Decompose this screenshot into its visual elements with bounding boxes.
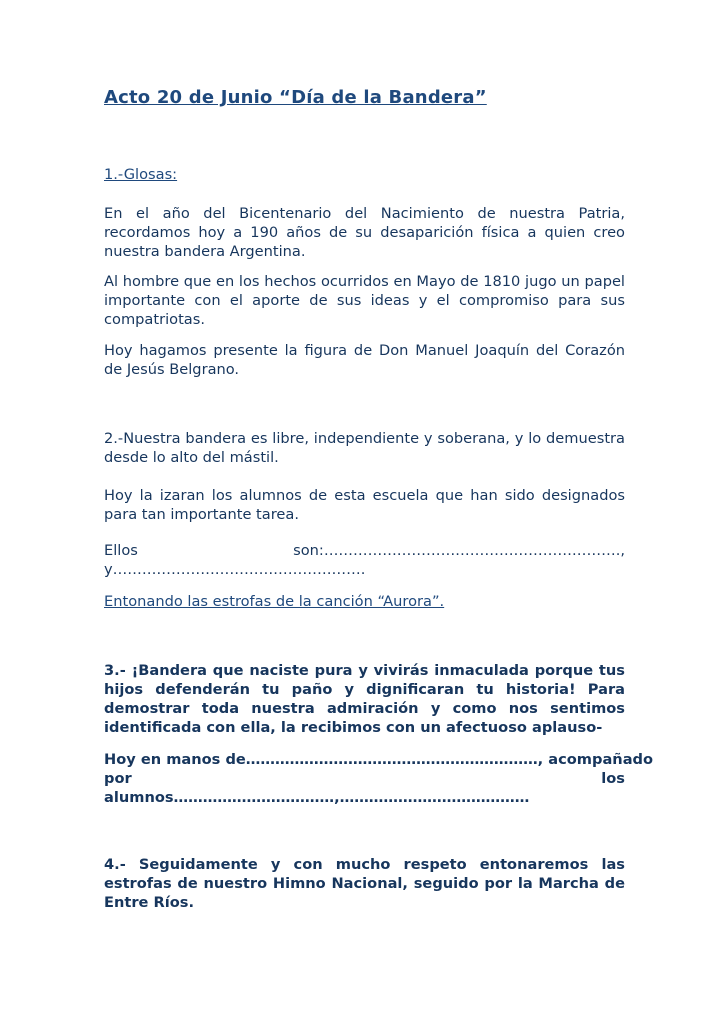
section-1-heading: 1.-Glosas: [104,166,178,183]
por-los-line [104,769,625,788]
section-3-paragraph-1: 3.- ¡Bandera que naciste pura y vivirás inmaculada porque tus hijos defenderán tu paño y dignificaran tu historia! Para demostrar toda nuestra admiración y como nos sentimos identificada con ella, la recibimos con un afectuoso aplauso- [104,662,625,736]
document-title: Acto 20 de Junio “Día de la Bandera” [104,87,487,108]
section-1-paragraph-1: En el año del Bicentenario del Nacimiento de nuestra Patria, recordamos hoy a 190 años de su desaparición física a quien creo nuestra bandera Argentina. [104,205,625,260]
ellos-label: Ellos [104,542,138,559]
section-2-paragraph-2: Hoy la izaran los alumnos de esta escuela que han sido designados para tan importante tarea. [104,487,625,523]
ellos-line [104,541,625,560]
los-word: los [601,770,625,787]
hoy-en-manos-line: Hoy en manos de……………………………………………………, acompañado [104,751,654,768]
section-4-paragraph-1: 4.- Seguidamente y con mucho respeto entonaremos las estrofas de nuestro Himno Nacional, seguido por la Marcha de Entre Ríos. [104,856,625,911]
section-1-paragraph-2: Al hombre que en los hechos ocurridos en Mayo de 1810 jugo un papel importante con el aporte de sus ideas y el compromiso para sus compatriotas. [104,273,625,328]
ellos-blank: son:……………………………………………………., [293,542,625,559]
y-blank-line: y……………………………………………. [104,561,366,578]
section-2-paragraph-1: 2.-Nuestra bandera es libre, independiente y soberana, y lo demuestra desde lo alto del mástil. [104,430,625,466]
song-aurora: Entonando las estrofas de la canción “Aurora”. [104,593,445,610]
alumnos-blank-line: alumnos……………………………,………………………………… [104,789,530,806]
section-1-paragraph-3: Hoy hagamos presente la figura de Don Manuel Joaquín del Corazón de Jesús Belgrano. [104,342,625,378]
por-word: por [104,770,132,787]
